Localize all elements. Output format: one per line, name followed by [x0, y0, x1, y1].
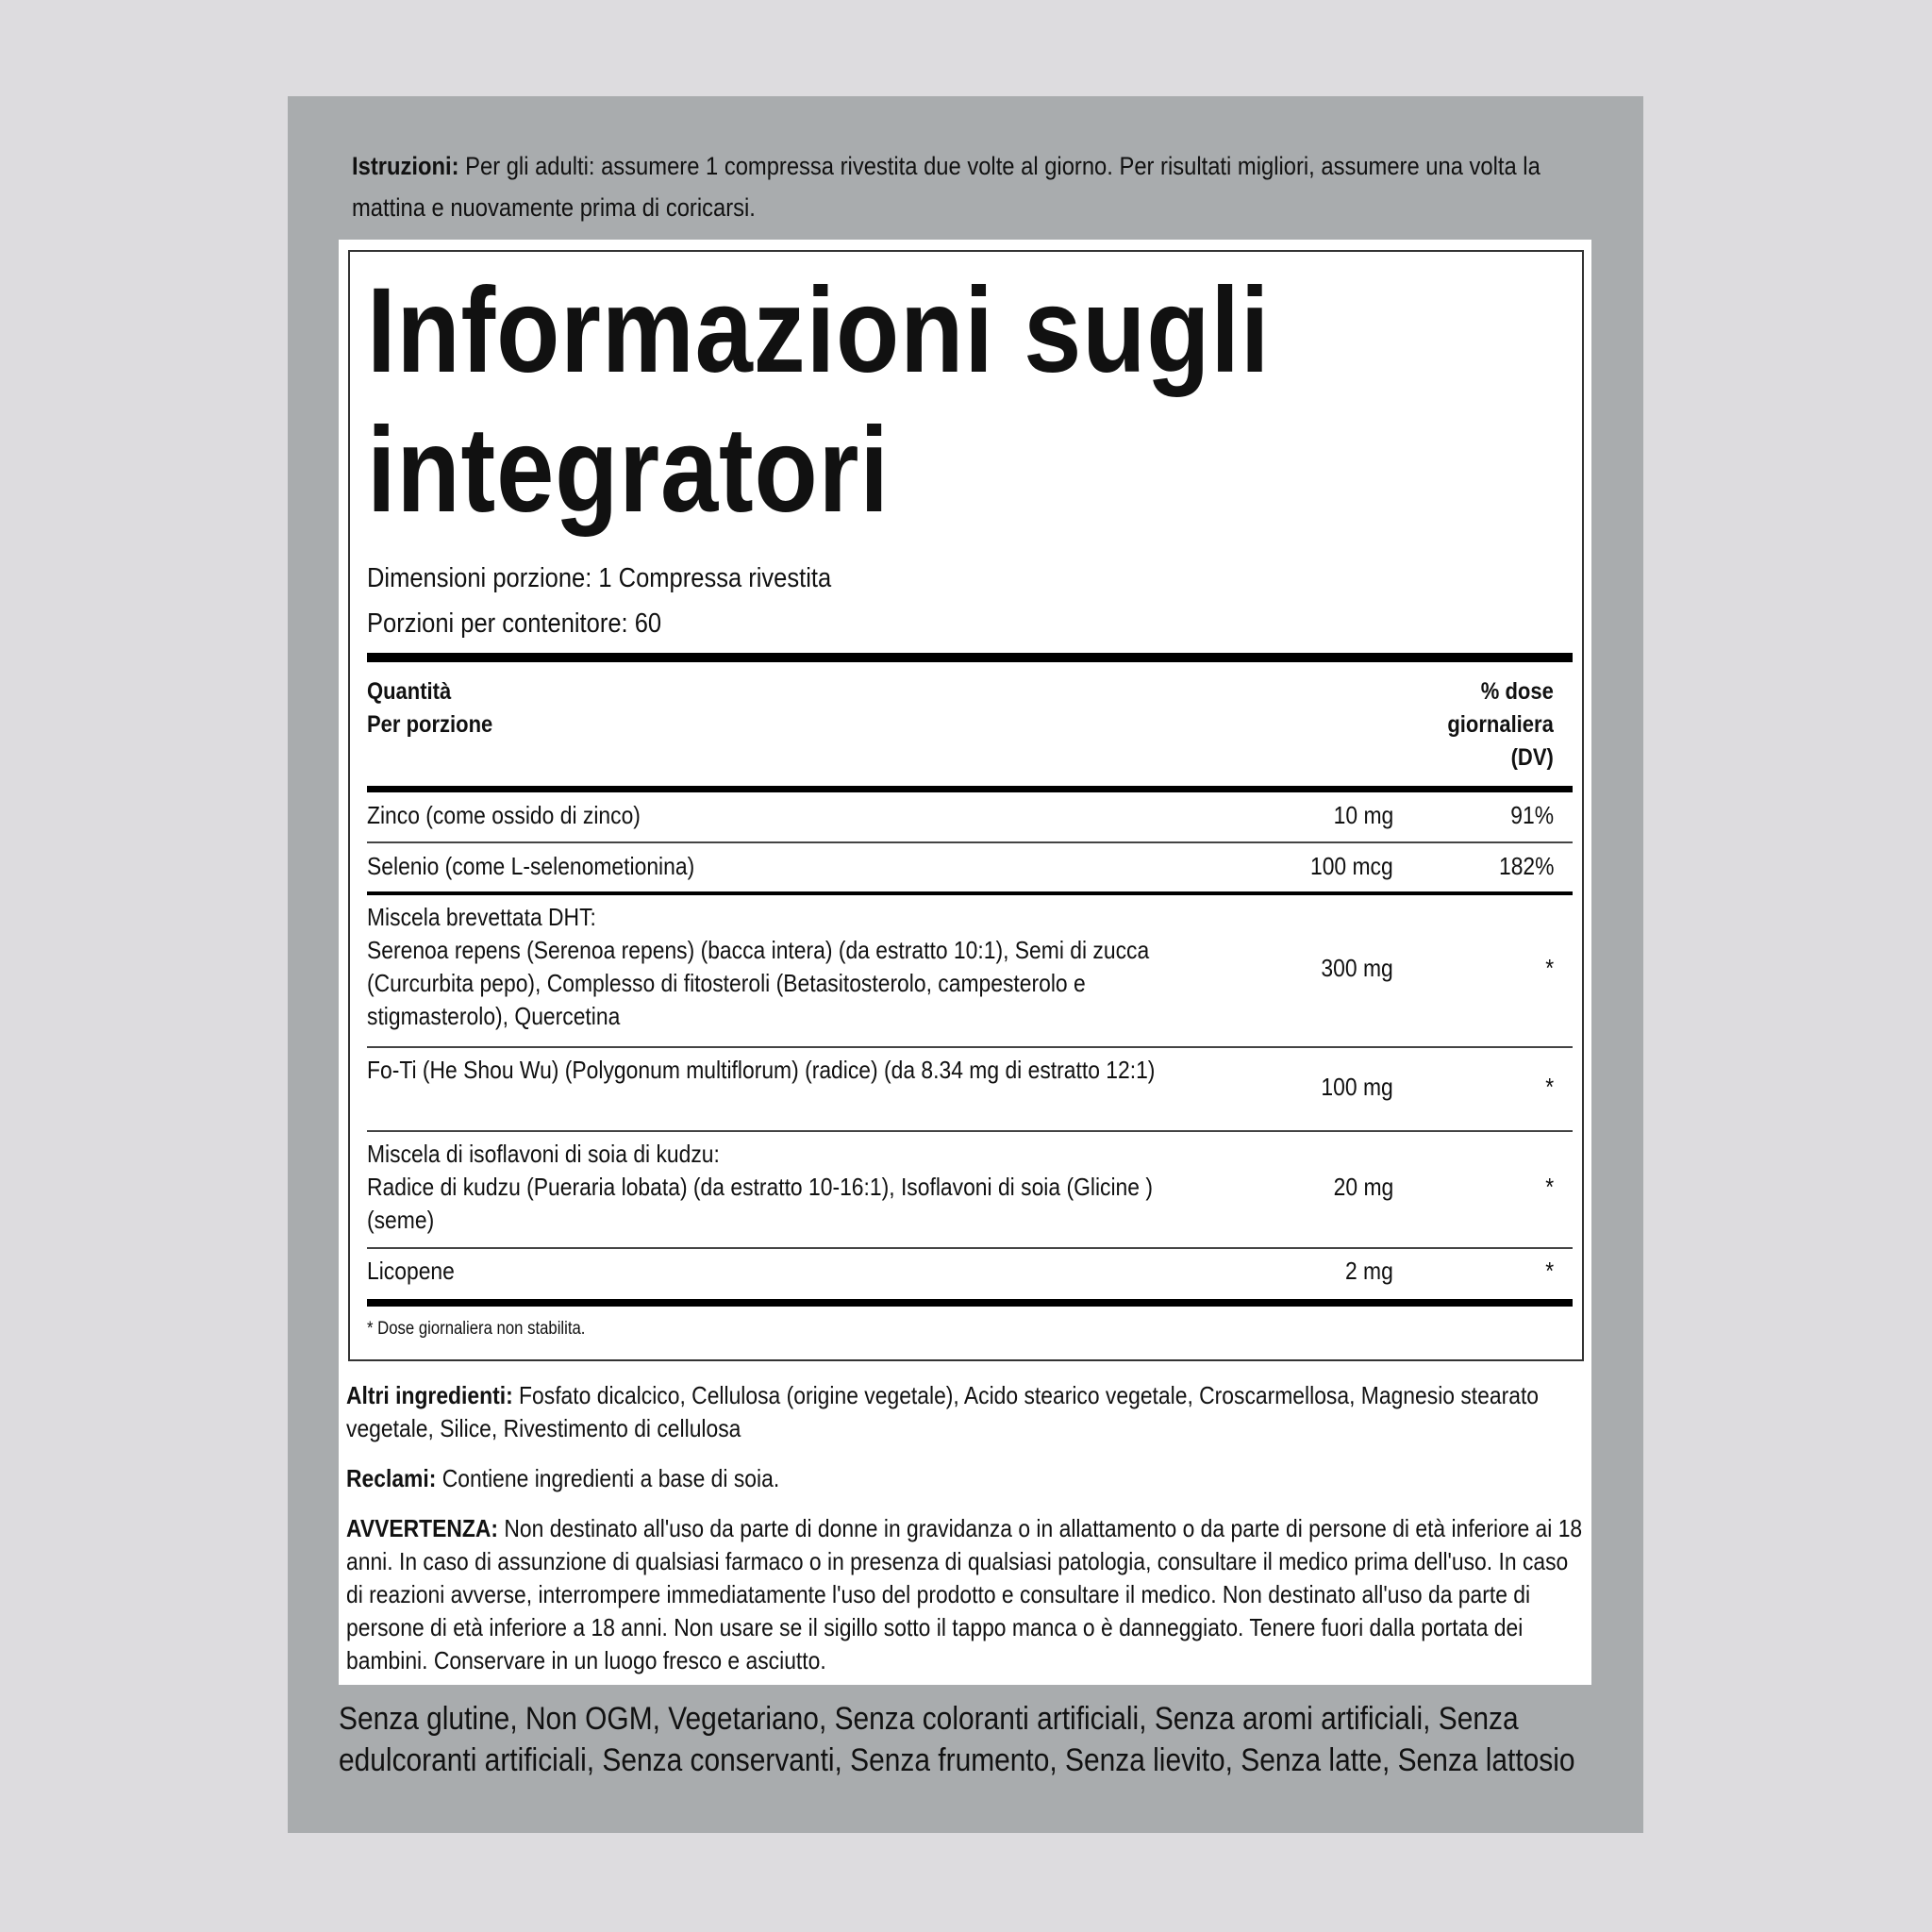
nutrient-dv: 182% [1498, 852, 1554, 880]
warning-text: Non destinato all'uso da parte di donne in gravidanza o in allattamento o da parte di persone di età inferiore ai 18 anni. In caso di assunzione di qualsiasi farmaco o in presenza di qualsiasi patologia, consultare il medico prima dell'uso. In caso di reazioni avverse, interrompere immediatamente l'uso del prodotto e consultare il medico. Non destinato all'uso da parte di persone di età inferiore a 18 anni. Non usare se il sigillo sotto il tappo manca o è danneggiato. Tenere fuori dalla portata dei bambini. Conservare in un luogo fresco e asciutto. [346, 1514, 1583, 1674]
nutrient-name: Selenio (come L-selenometionina) [367, 852, 695, 880]
nutrient-amount: 2 mg [1345, 1257, 1393, 1285]
header-dv-line2: giornaliera [1447, 711, 1554, 738]
header-amount [367, 675, 492, 741]
thick-divider [367, 653, 1573, 662]
row-divider [367, 1046, 1573, 1048]
claims-label: Reclami: [346, 1464, 437, 1492]
header-dv-line1: % dose [1480, 678, 1554, 705]
nutrient-dv: 91% [1510, 801, 1554, 829]
nutrient-amount: 100 mcg [1310, 852, 1393, 880]
nutrient-amount: 20 mg [1333, 1173, 1393, 1201]
nutrient-dv: * [1545, 1257, 1554, 1285]
bottom-thick-divider [367, 1299, 1573, 1307]
row-divider [367, 1130, 1573, 1132]
other-ingredients-text: Fosfato dicalcico, Cellulosa (origine vegetale), Acido stearico vegetale, Croscarmellosa, Magnesio stearato vegetale, Silice, Rivestimento di cellulosa [346, 1381, 1540, 1442]
nutrient-row [367, 1138, 1573, 1246]
servings-per-container: Porzioni per contenitore: 60 [367, 608, 662, 639]
header-amount-line2: Per porzione [367, 711, 493, 738]
row-divider [367, 1247, 1573, 1249]
free-from-claims: Senza glutine, Non OGM, Vegetariano, Senza coloranti artificiali, Senza aromi artificiali, Senza edulcoranti artificiali, Senza conservanti, Senza frumento, Senza lievito, Senza latte, Senza lattosio [339, 1701, 1575, 1778]
nutrient-name: Licopene [367, 1257, 455, 1285]
label-card [339, 240, 1591, 1685]
nutrient-row [367, 1054, 1573, 1129]
section-divider [367, 891, 1573, 895]
other-ingredients [346, 1379, 1588, 1445]
supplement-facts-box [348, 250, 1584, 1361]
nutrient-row [367, 901, 1573, 1042]
nutrient-name: Miscela di isoflavoni di soia di kudzu: Radice di kudzu (Pueraria lobata) (da estratto 10-16:1), Isoflavoni di soia (Glicine ) (seme) [367, 1140, 1153, 1234]
nutrient-dv: * [1545, 954, 1554, 982]
claims-text: Contiene ingredienti a base di soia. [441, 1464, 780, 1492]
warning [346, 1512, 1588, 1677]
serving-size: Dimensioni porzione: 1 Compressa rivestita [367, 563, 832, 593]
nutrient-name: Miscela brevettata DHT: Serenoa repens (Serenoa repens) (bacca intera) (da estratto 10:1), Semi di zucca (Curcurbita pepo), Complesso di fitosteroli (Betasitosterolo, campesterolo e stigmasterolo), Quercetina [367, 903, 1150, 1030]
header-divider [367, 786, 1573, 792]
instructions-text: Per gli adulti: assumere 1 compressa rivestita due volte al giorno. Per risultati migliori, assumere una volta la mattina e nuovamente prima di coricarsi. [352, 152, 1541, 222]
nutrient-dv: * [1545, 1073, 1554, 1101]
header-daily-value [1448, 675, 1554, 774]
row-divider [367, 841, 1573, 843]
other-ingredients-label: Altri ingredienti: [346, 1381, 513, 1409]
nutrient-dv: * [1545, 1173, 1554, 1201]
warning-label: AVVERTENZA: [346, 1514, 499, 1542]
nutrient-amount: 10 mg [1333, 801, 1393, 829]
instructions [352, 145, 1569, 228]
facts-title: Informazioni sugli integratori [367, 263, 1271, 538]
nutrient-name: Zinco (come ossido di zinco) [367, 801, 641, 829]
daily-value-footnote: * Dose giornaliera non stabilita. [367, 1319, 586, 1339]
nutrient-name: Fo-Ti (He Shou Wu) (Polygonum multiflorum) (radice) (da 8.34 mg di estratto 12:1) [367, 1056, 1156, 1084]
instructions-label: Istruzioni: [352, 152, 459, 180]
nutrient-amount: 300 mg [1321, 954, 1393, 982]
header-dv-line3: (DV) [1510, 744, 1554, 771]
label-panel [288, 96, 1643, 1833]
nutrient-amount: 100 mg [1321, 1073, 1393, 1101]
header-amount-line1: Quantità [367, 678, 452, 705]
claims [346, 1462, 1588, 1495]
